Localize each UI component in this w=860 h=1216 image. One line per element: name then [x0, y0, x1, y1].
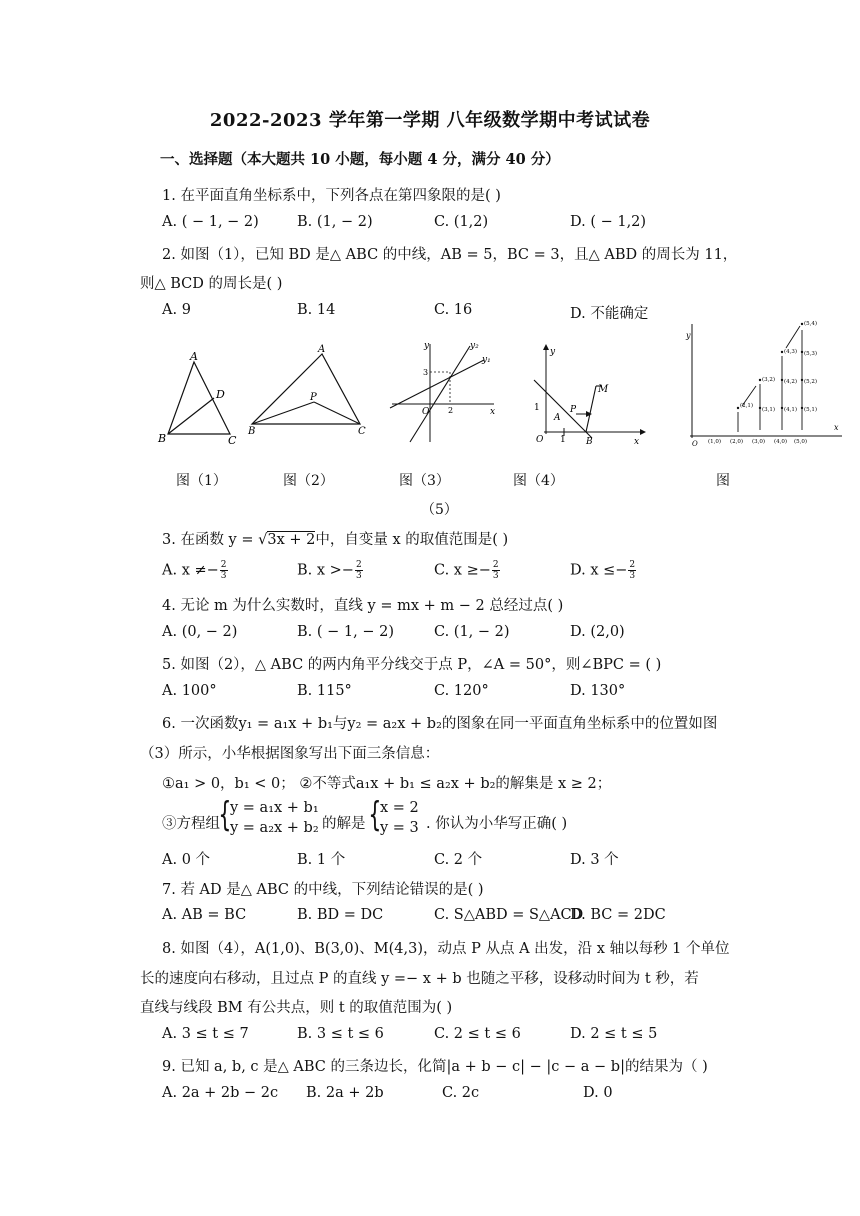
pt-5-1: (5,1) — [804, 407, 818, 413]
question-3 — [162, 528, 508, 549]
system-brace-2: { — [368, 795, 382, 835]
lattice-labels — [708, 320, 817, 445]
q2-option-a: A. 9 — [162, 302, 191, 318]
q3-option-d: D. x ≤− $\frac{2}{3}$ — [570, 560, 636, 581]
question-7: 7. 若 AD 是△ ABC 的中线，下列结论错误的是( ) — [162, 882, 484, 898]
q1-option-b: B. (1, − 2) — [297, 214, 373, 230]
q6-info-3-label: ③方程组 — [162, 816, 220, 832]
q8-option-a: A. 3 ≤ t ≤ 7 — [162, 1026, 249, 1042]
pt-2-1: (2,1) — [740, 403, 754, 409]
q9-option-d: D. 0 — [583, 1085, 613, 1101]
system-eq-2: y = a₂x + b₂ — [230, 820, 319, 836]
question-2-line-1: 2. 如图（1），已知 BD 是△ ABC 的中线，AB = 5，BC = 3，且△ ABD 的周长为 11， — [162, 247, 738, 263]
label-m-4: M — [598, 384, 609, 395]
q6-option-b: B. 1 个 — [297, 852, 346, 868]
pt-5-4: (5,4) — [804, 321, 818, 327]
q3-option-b: B. x >− $\frac{2}{3}$ — [297, 560, 362, 581]
q6-info-3-end: . 你认为小华写正确( ) — [426, 816, 568, 832]
label-c-2: C — [358, 426, 366, 437]
q3-option-c: C. x ≥− $\frac{2}{3}$ — [434, 560, 499, 581]
pt-3-2: (3,2) — [762, 377, 776, 383]
pt-4-2: (4,2) — [784, 379, 798, 385]
label-b-4: B — [586, 437, 593, 447]
q2-option-c: C. 16 — [434, 302, 473, 318]
question-6-line-1: 6. 一次函数y₁ = a₁x + b₁与y₂ = a₂x + b₂的图象在同一平面直角坐标系中的位置如图 — [162, 716, 718, 732]
label-1x: 1 — [560, 435, 566, 445]
lattice-dots — [737, 323, 803, 409]
q5-option-c: C. 120° — [434, 683, 489, 699]
q7-option-d: D. BC = 2DC — [570, 907, 666, 923]
pt-4-0: (4,0) — [774, 439, 788, 445]
sqrt-sign: √ — [258, 532, 268, 548]
page-title: 2022-2023 学年第一学期 八年级数学期中考试试卷 — [209, 110, 651, 131]
caption-figure-3: 图（3） — [399, 473, 450, 489]
q3-stem-end: 中，自变量 x 的取值范围是( ) — [315, 532, 509, 548]
label-y2: y₂ — [470, 341, 479, 351]
q9-option-b: B. 2a + 2b — [306, 1085, 384, 1101]
label-1y: 1 — [534, 403, 540, 413]
label-c: C — [228, 434, 237, 447]
pt-3-1: (3,1) — [762, 407, 776, 413]
line-moving — [534, 380, 592, 438]
segment-bm — [586, 386, 596, 432]
pt-5-0: (5,0) — [794, 439, 808, 445]
label-y: y — [424, 341, 430, 351]
section-heading: 一、选择题（本大题共 10 小题，每小题 4 分，满分 40 分） — [160, 151, 560, 168]
label-o-4: O — [536, 435, 544, 445]
bisector-bp — [252, 402, 314, 424]
question-8-line-1: 8. 如图（4），A(1,0)、B(3,0)、M(4,3)，动点 P 从点 A 出发，沿 x 轴以每秒 1 个单位 — [162, 941, 730, 957]
q1-option-d: D. ( − 1,2) — [570, 214, 647, 230]
figure-2-triangle — [244, 340, 374, 440]
q7-option-a: A. AB = BC — [162, 907, 247, 923]
q1-option-c: C. (1,2) — [434, 214, 489, 230]
figure-4-graph — [530, 340, 650, 447]
figure-1-triangle — [158, 350, 248, 450]
q6-option-a: A. 0 个 — [162, 852, 211, 868]
question-4: 4. 无论 m 为什么实数时，直线 y = mx + m − 2 总经过点( ) — [162, 598, 564, 614]
q8-option-d: D. 2 ≤ t ≤ 5 — [570, 1026, 658, 1042]
q9-option-c: C. 2c — [442, 1085, 480, 1101]
q3-radicand: 3x + 2 — [267, 532, 316, 548]
q4-option-b: B. ( − 1, − 2) — [297, 624, 394, 640]
bisector-cp — [314, 402, 360, 424]
q5-option-b: B. 115° — [297, 683, 352, 699]
q3-option-a: A. x ≠− $\frac{2}{3}$ — [162, 560, 227, 581]
label-b: B — [158, 432, 167, 445]
label-2: 2 — [448, 406, 454, 415]
system-eq-1: y = a₁x + b₁ — [230, 800, 319, 816]
q5-option-a: A. 100° — [162, 683, 217, 699]
pt-5-3: (5,3) — [804, 351, 818, 357]
question-5: 5. 如图（2），△ ABC 的两内角平分线交于点 P，∠A = 50°，则∠BPC = ( ) — [162, 657, 662, 673]
question-6-line-2: （3）所示，小华根据图象写出下面三条信息： — [140, 746, 440, 762]
label-o-5: O — [692, 440, 698, 448]
q7-option-b: B. BD = DC — [297, 907, 384, 923]
q7-option-c: C. S△ABD = S△ACD — [434, 907, 584, 923]
q3-stem-start: 3. 在函数 y = — [162, 532, 259, 548]
pt-5-2: (5,2) — [804, 379, 818, 385]
label-origin: O — [422, 407, 430, 417]
q1-option-a: A. ( − 1, − 2) — [162, 214, 259, 230]
q4-option-a: A. (0, − 2) — [162, 624, 238, 640]
question-2-line-2: 则△ BCD 的周长是( ) — [140, 276, 283, 292]
line-y1 — [390, 360, 484, 408]
q6-option-c: C. 2 个 — [434, 852, 483, 868]
solution-x: x = 2 — [380, 800, 419, 816]
pt-4-1: (4,1) — [784, 407, 798, 413]
q2-option-d: D. 不能确定 — [570, 306, 649, 322]
label-p-4: P — [570, 405, 577, 415]
figure-5-lattice — [676, 314, 846, 464]
q4-option-d: D. (2,0) — [570, 624, 625, 640]
solution-y: y = 3 — [380, 820, 419, 836]
question-9: 9. 已知 a, b, c 是△ ABC 的三条边长，化简|a + b − c| − |c − a − b|的结果为（ ) — [162, 1059, 708, 1075]
label-3: 3 — [423, 368, 429, 377]
figure-3-graph — [386, 338, 496, 448]
label-b-2: B — [248, 426, 256, 437]
y-arrow-4 — [543, 344, 549, 350]
label-p: P — [310, 392, 317, 403]
question-8-line-3: 直线与线段 BM 有公共点，则 t 的取值范围为( ) — [140, 1000, 453, 1016]
triangle-abc-2 — [252, 354, 360, 424]
caption-figure-1: 图（1） — [176, 473, 227, 489]
q2-option-b: B. 14 — [297, 302, 336, 318]
system-brace-1: { — [218, 795, 232, 835]
q8-option-b: B. 3 ≤ t ≤ 6 — [297, 1026, 384, 1042]
caption-figure-5: 图 — [716, 473, 730, 489]
q8-option-c: C. 2 ≤ t ≤ 6 — [434, 1026, 521, 1042]
caption-figure-4: 图（4） — [513, 473, 564, 489]
label-y-4: y — [550, 347, 556, 357]
q6-info-3-mid: 的解是 — [322, 816, 366, 832]
question-1: 1. 在平面直角坐标系中，下列各点在第四象限的是( ) — [162, 188, 501, 204]
line-y2 — [410, 346, 470, 442]
caption-figure-5-number: （5） — [421, 502, 458, 518]
label-y-5: y — [686, 331, 691, 340]
q4-option-c: C. (1, − 2) — [434, 624, 510, 640]
label-a: A — [190, 350, 198, 363]
q9-option-a: A. 2a + 2b − 2c — [162, 1085, 279, 1101]
pt-1-0: (1,0) — [708, 439, 722, 445]
label-y1: y₁ — [482, 355, 491, 365]
q6-option-d: D. 3 个 — [570, 852, 619, 868]
q5-option-d: D. 130° — [570, 683, 626, 699]
label-d: D — [216, 388, 225, 401]
caption-figure-2: 图（2） — [283, 473, 334, 489]
label-x-5: x — [834, 423, 839, 432]
pt-2-0: (2,0) — [730, 439, 744, 445]
question-6-info-1: ①a₁ > 0，b₁ < 0； ②不等式a₁x + b₁ ≤ a₂x + b₂的解集是 x ≥ 2； — [162, 776, 612, 792]
label-a-2: A — [318, 344, 326, 355]
label-a-4: A — [554, 413, 561, 423]
label-x-4: x — [634, 437, 640, 447]
x-arrow-4 — [640, 429, 646, 435]
pt-3-0: (3,0) — [752, 439, 766, 445]
label-x: x — [490, 407, 496, 417]
pt-4-3: (4,3) — [784, 349, 798, 355]
question-8-line-2: 长的速度向右移动，且过点 P 的直线 y =− x + b 也随之平移，设移动时间为 t 秒，若 — [140, 971, 699, 987]
